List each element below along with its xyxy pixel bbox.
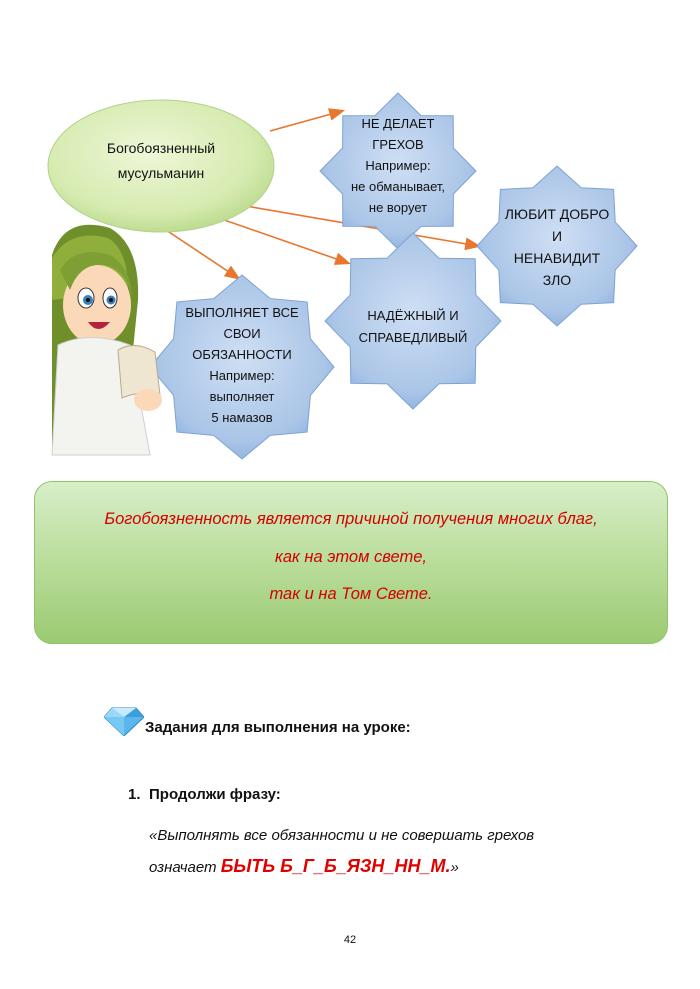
center-label: [86, 136, 236, 186]
quote-prefix: означает: [149, 859, 217, 876]
star-line: выполняет: [209, 389, 275, 404]
quote-suffix: »: [450, 859, 459, 876]
star-line: 5 намазов: [211, 410, 273, 425]
quote-line2: [149, 856, 459, 877]
star-loves-good-text: [497, 203, 617, 291]
star-line: СПРАВЕДЛИВЫЙ: [358, 330, 468, 345]
center-label-line1: Богобоязненный: [106, 140, 216, 156]
star-line: не ворует: [368, 200, 428, 215]
star-line: НЕНАВИДИТ: [513, 250, 601, 266]
star-no-sins-text: [338, 113, 458, 218]
task-item-number: 1.: [128, 786, 141, 803]
star-line: ЛЮБИТ ДОБРО: [504, 206, 610, 222]
star-reliable-text: [348, 305, 478, 349]
diamond-icon: [104, 704, 144, 736]
star-line: ОБЯЗАННОСТИ: [192, 347, 292, 362]
star-line: НАДЁЖНЫЙ И: [367, 308, 459, 323]
star-line: ГРЕХОВ: [372, 137, 424, 152]
arrow-to-duties: [160, 226, 238, 278]
star-line: СВОИ: [223, 326, 261, 341]
callout-line3: так и на Том Свете.: [269, 585, 433, 603]
star-line: ЗЛО: [542, 272, 572, 288]
star-line: Например:: [209, 368, 275, 383]
arrow-to-reliable: [207, 214, 348, 263]
star-line: И: [551, 228, 563, 244]
arrow-to-no-sins: [270, 111, 342, 131]
star-line: НЕ ДЕЛАЕТ: [361, 116, 435, 131]
quote-answer: БЫТЬ Б_Г_Б_ЯЗН_НН_М.: [220, 856, 451, 876]
girl-illustration: [52, 225, 162, 455]
callout-line1: Богобоязненность является причиной получения многих благ,: [104, 510, 598, 528]
star-line: ВЫПОЛНЯЕТ ВСЕ: [185, 305, 299, 320]
page-number: 42: [343, 934, 357, 946]
star-line: Например:: [365, 158, 431, 173]
center-label-line2: мусульманин: [117, 165, 205, 181]
quote-line1: «Выполнять все обязанности и не совершать грехов: [149, 827, 535, 844]
task-item-title: Продолжи фразу:: [149, 786, 281, 803]
star-duties-text: [177, 302, 307, 428]
conclusion-callout: [34, 481, 668, 644]
callout-line2: как на этом свете,: [275, 548, 427, 566]
tasks-heading: Задания для выполнения на уроке:: [145, 719, 411, 736]
star-line: не обманывает,: [350, 179, 445, 194]
